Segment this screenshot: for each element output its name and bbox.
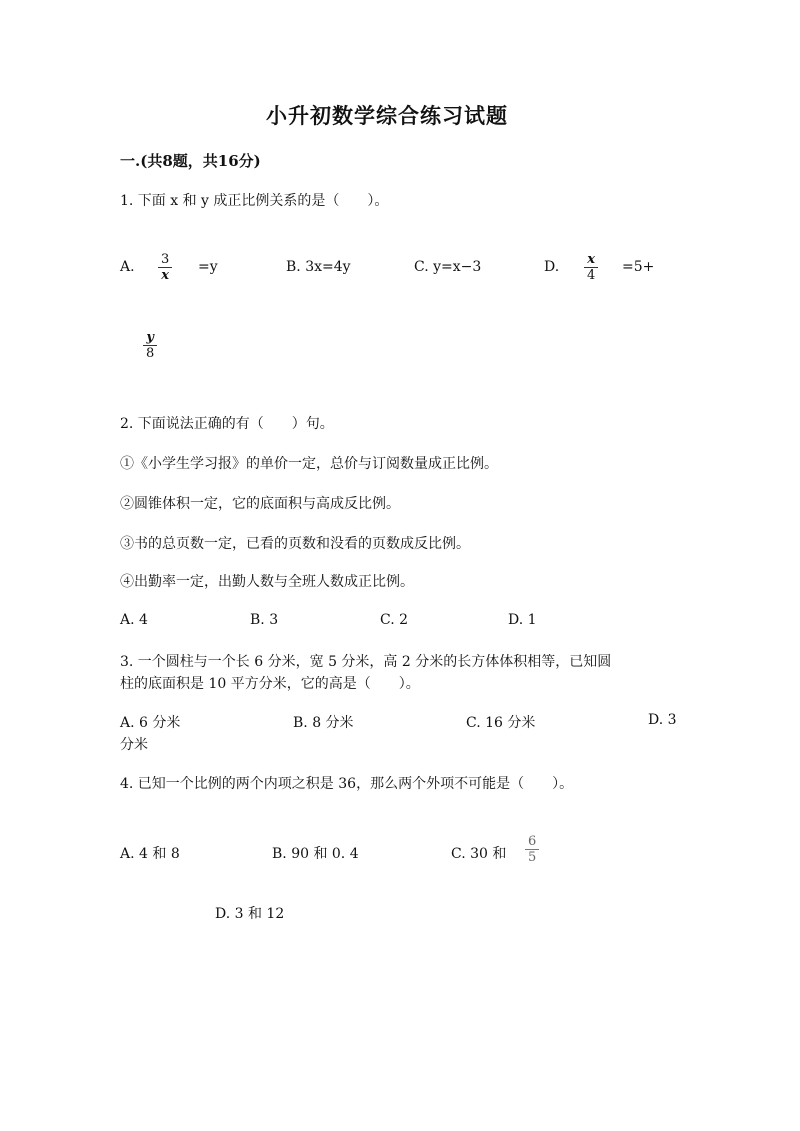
q1-option-a-suffix: =y <box>198 259 218 275</box>
fraction-numerator: x <box>587 252 596 267</box>
question-3-stem-line-2: 柱的底面积是 10 平方分米，它的高是（ ）。 <box>120 676 420 692</box>
fraction-denominator: x <box>161 268 170 283</box>
q2-option-a: A. 4 <box>120 612 148 628</box>
q3-option-d: D. 3 <box>648 712 677 728</box>
q1-option-d-fraction <box>584 252 598 283</box>
q3-option-a: A. 6 分米 <box>120 715 181 731</box>
q2-option-c: C. 2 <box>380 612 409 628</box>
q4-option-a: A. 4 和 8 <box>120 846 180 862</box>
q4-option-c-label: C. 30 和 <box>451 846 507 862</box>
q2-statement-3: ③书的总页数一定，已看的页数和没看的页数成反比例。 <box>120 536 470 552</box>
q2-option-d: D. 1 <box>508 612 537 628</box>
q3-option-b: B. 8 分米 <box>293 715 354 731</box>
q1-option-d-suffix: =5+ <box>622 259 655 275</box>
question-3-stem-line-1: 3. 一个圆柱与一个长 6 分米，宽 5 分米，高 2 分米的长方体体积相等，已知圆 <box>120 654 612 670</box>
q2-statement-1: ①《小学生学习报》的单价一定，总价与订阅数量成正比例。 <box>120 456 498 472</box>
section-header: 一.(共8题，共16分) <box>120 152 261 170</box>
q4-option-b: B. 90 和 0. 4 <box>272 846 359 862</box>
q2-statement-4: ④出勤率一定，出勤人数与全班人数成正比例。 <box>120 574 414 590</box>
fraction-denominator: 4 <box>587 268 596 283</box>
q2-option-b: B. 3 <box>250 612 279 628</box>
q1-option-d-fraction-2 <box>143 330 157 361</box>
page-title: 小升初数学综合练习试题 <box>266 103 508 128</box>
fraction-numerator: 6 <box>528 834 537 849</box>
q3-option-d-unit: 分米 <box>120 737 148 753</box>
q1-option-c: C. y=x−3 <box>414 259 482 275</box>
q3-option-c: C. 16 分米 <box>466 715 536 731</box>
question-2-stem: 2. 下面说法正确的有（ ）句。 <box>120 416 334 432</box>
q1-option-a-label: A. <box>120 259 135 275</box>
q1-option-a-fraction <box>158 252 172 283</box>
q4-option-c-fraction <box>525 834 539 865</box>
fraction-numerator: y <box>146 330 154 345</box>
q1-option-d-label: D. <box>544 259 560 275</box>
q4-option-d: D. 3 和 12 <box>215 906 285 922</box>
q1-option-b: B. 3x=4y <box>286 259 351 275</box>
question-4-stem: 4. 已知一个比例的两个内项之积是 36，那么两个外项不可能是（ ）。 <box>120 776 574 792</box>
fraction-numerator: 3 <box>161 252 170 267</box>
fraction-denominator: 5 <box>528 850 537 865</box>
q2-statement-2: ②圆锥体积一定，它的底面积与高成反比例。 <box>120 496 400 512</box>
question-1-stem: 1. 下面 x 和 y 成正比例关系的是（ ）。 <box>120 193 389 209</box>
fraction-denominator: 8 <box>146 346 155 361</box>
